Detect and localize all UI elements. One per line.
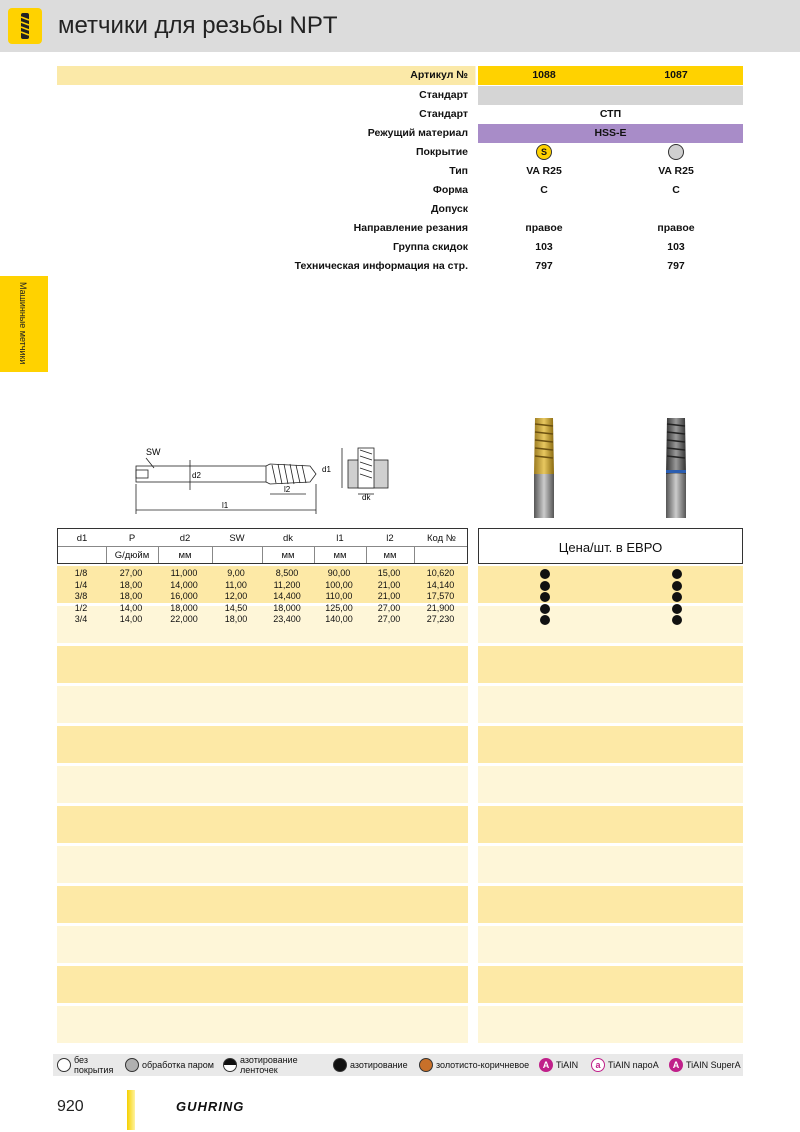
coating-legend (53, 1054, 743, 1076)
page-header (0, 0, 800, 52)
column-header: d2 (179, 533, 191, 544)
spec-values (478, 181, 743, 200)
spec-row (57, 181, 743, 200)
table-cell: 27,00 (119, 568, 143, 578)
price-header (478, 528, 743, 564)
land-nitriding-icon (223, 1058, 237, 1072)
spec-values (478, 257, 743, 276)
legend-label: TiAIN (556, 1060, 579, 1070)
column-header: l1 (336, 533, 344, 544)
table-band (57, 926, 468, 963)
table-band (478, 806, 743, 843)
table-cell: 18,00 (119, 579, 143, 590)
spec-merged-value: СТП (599, 108, 622, 120)
label-d2: d2 (192, 471, 201, 480)
legend-label: без покрытия (74, 1055, 114, 1075)
price-title: Цена/шт. в ЕВРО (558, 540, 663, 555)
availability-dot (672, 592, 682, 602)
spec-values (478, 86, 743, 105)
table-band (478, 1006, 743, 1043)
table-band (478, 966, 743, 1003)
table-band (57, 686, 468, 723)
column-unit: мм (281, 550, 295, 561)
spec-label: Форма (432, 184, 468, 196)
availability-dot (540, 581, 550, 591)
table-cell: 18,00 (224, 614, 248, 624)
tialn-supera-icon: A (669, 1058, 683, 1072)
table-cell: 3/4 (74, 614, 88, 624)
table-cell: 18,000 (273, 602, 301, 613)
table-cell: 27,00 (377, 614, 401, 624)
table-cell: 22,000 (170, 614, 198, 624)
brand-logo: GUHRING (176, 1099, 245, 1114)
table-cell: 110,00 (325, 591, 353, 601)
spec-label: Допуск (430, 203, 468, 215)
table-cell: 21,900 (426, 602, 455, 613)
table-cell: 125,00 (325, 602, 353, 613)
table-band (57, 846, 468, 883)
spec-value: VA R25 (658, 165, 694, 177)
table-cell: 23,400 (273, 614, 301, 624)
table-band (478, 726, 743, 763)
table-cell: 8,500 (275, 568, 299, 578)
column-unit: мм (178, 550, 192, 561)
spec-value: 103 (667, 241, 685, 253)
table-band (478, 846, 743, 883)
availability-dot (540, 604, 550, 614)
table-cell: 14,400 (273, 591, 301, 601)
table-cell: 21,00 (377, 579, 401, 590)
availability-dot (540, 592, 550, 602)
tap-1088-image (526, 414, 562, 522)
coating-none-icon (668, 144, 684, 160)
label-l1: l1 (222, 501, 229, 510)
gold-brown-icon (419, 1058, 433, 1072)
legend-label: TiAIN napoA (608, 1060, 659, 1070)
no-coating-icon (57, 1058, 71, 1072)
nitriding-icon (333, 1058, 347, 1072)
spec-values (478, 200, 743, 219)
spec-value: правое (525, 222, 563, 234)
table-cell: 14,00 (119, 614, 143, 624)
column-header: d1 (76, 533, 88, 544)
spec-row (57, 219, 743, 238)
spec-values (478, 219, 743, 238)
table-cell: 1/4 (74, 579, 88, 590)
table-cell: 1/2 (74, 602, 88, 613)
table-cell: 27,230 (426, 614, 455, 624)
footer-accent-bar (127, 1090, 135, 1130)
table-cell: 18,00 (119, 591, 143, 601)
spec-value: 1087 (664, 69, 688, 81)
spec-value: 103 (535, 241, 553, 253)
column-header: P (128, 533, 136, 544)
table-cell: 14,50 (224, 602, 248, 613)
table-band (57, 1006, 468, 1043)
spec-row (57, 124, 743, 143)
table-cell: 1/8 (74, 568, 88, 578)
table-cell: 3/8 (74, 591, 88, 601)
spec-values (478, 124, 743, 143)
spec-merged-value: HSS-E (594, 127, 627, 139)
spec-row (57, 257, 743, 276)
table-band (57, 726, 468, 763)
spec-row (57, 86, 743, 105)
table-cell: 17,570 (426, 591, 455, 601)
availability-dot (672, 569, 682, 579)
section-tab[interactable] (0, 276, 48, 372)
spec-row (57, 238, 743, 257)
table-band (57, 646, 468, 683)
spec-value: C (540, 184, 548, 196)
column-unit: мм (383, 550, 397, 561)
spec-label: Тип (449, 165, 468, 177)
section-tab-label: Машинные метчики (18, 282, 28, 365)
spec-label: Группа скидок (393, 241, 468, 253)
spec-values (478, 162, 743, 181)
table-cell: 9,00 (227, 568, 245, 578)
spec-row (57, 143, 743, 162)
spec-values (478, 238, 743, 257)
spec-label: Покрытие (415, 146, 468, 158)
steam-icon (125, 1058, 139, 1072)
legend-label: азотирование (350, 1060, 408, 1070)
table-cell: 27,00 (377, 602, 401, 613)
page-number: 920 (57, 1098, 84, 1115)
spec-label: Артикул № (410, 69, 468, 81)
column-header: l2 (386, 533, 394, 544)
spec-values (478, 143, 743, 162)
table-band (478, 566, 743, 603)
table-cell: 14,00 (119, 602, 143, 613)
availability-dot (540, 615, 550, 625)
table-band (478, 686, 743, 723)
table-row (57, 568, 468, 579)
spec-row (57, 105, 743, 124)
table-cell: 90,00 (327, 568, 351, 578)
table-band (57, 886, 468, 923)
availability-dot (672, 615, 682, 625)
tialn-napo-icon: a (591, 1058, 605, 1072)
column-unit: мм (333, 550, 347, 561)
table-cell: 21,00 (377, 591, 401, 601)
hole-dimension-drawing (318, 440, 398, 500)
table-cell: 11,000 (170, 568, 198, 578)
table-row (57, 614, 468, 625)
table-cell: 14,140 (426, 579, 455, 590)
spec-values (478, 105, 743, 124)
coating-steam-icon: S (536, 144, 552, 160)
table-cell: 16,000 (170, 591, 198, 601)
column-header: SW (229, 533, 245, 544)
table-cell: 100,00 (325, 579, 353, 590)
table-band (57, 766, 468, 803)
column-header: dk (282, 533, 294, 544)
spec-value: C (672, 184, 680, 196)
legend-label: золотисто-коричневое (436, 1060, 530, 1070)
dimensions-table-header (57, 528, 468, 564)
label-l2: l2 (284, 485, 291, 494)
table-cell: 15,00 (377, 568, 401, 578)
table-cell: 18,000 (170, 602, 198, 613)
label-dk: dk (362, 493, 371, 500)
label-sw: SW (146, 447, 161, 457)
table-row (57, 591, 468, 602)
legend-label: TiAIN SuperA (686, 1060, 741, 1070)
table-band (478, 766, 743, 803)
table-band (478, 646, 743, 683)
spec-value: 1088 (532, 69, 556, 81)
spec-label: Режущий материал (367, 127, 468, 139)
table-row (57, 603, 468, 614)
legend-label: обработка паром (142, 1060, 214, 1070)
table-band (478, 606, 743, 643)
table-row (57, 580, 468, 591)
spec-row (57, 200, 743, 219)
spec-label: Стандарт (419, 89, 468, 101)
tialn-icon: A (539, 1058, 553, 1072)
table-band (57, 966, 468, 1003)
tap-icon (8, 8, 42, 44)
legend-label: азотирование ленточек (240, 1055, 298, 1075)
availability-dot (672, 581, 682, 591)
page-title: метчики для резьбы NPT (58, 12, 338, 39)
spec-row (57, 162, 743, 181)
table-cell: 10,620 (426, 568, 455, 578)
spec-values (478, 66, 743, 85)
spec-value: VA R25 (526, 165, 562, 177)
spec-value: правое (657, 222, 695, 234)
spec-label: Техническая информация на стр. (294, 260, 468, 272)
table-cell: 140,00 (325, 614, 353, 624)
label-d1: d1 (322, 465, 331, 474)
spec-row (57, 66, 743, 85)
table-cell: 14,000 (170, 579, 198, 590)
table-cell: 11,00 (225, 579, 247, 590)
table-band (478, 926, 743, 963)
table-band (478, 886, 743, 923)
availability-dot (540, 569, 550, 579)
table-band (57, 806, 468, 843)
spec-label: Стандарт (419, 108, 468, 120)
tap-1087-image (658, 414, 694, 522)
spec-value: 797 (667, 260, 685, 272)
spec-value: 797 (535, 260, 553, 272)
spec-label: Направление резания (353, 222, 468, 234)
availability-dot (672, 604, 682, 614)
column-header: Код № (427, 533, 456, 544)
table-cell: 12,00 (224, 591, 248, 601)
table-cell: 11,200 (273, 579, 301, 590)
column-unit: G/дюйм (114, 550, 150, 561)
